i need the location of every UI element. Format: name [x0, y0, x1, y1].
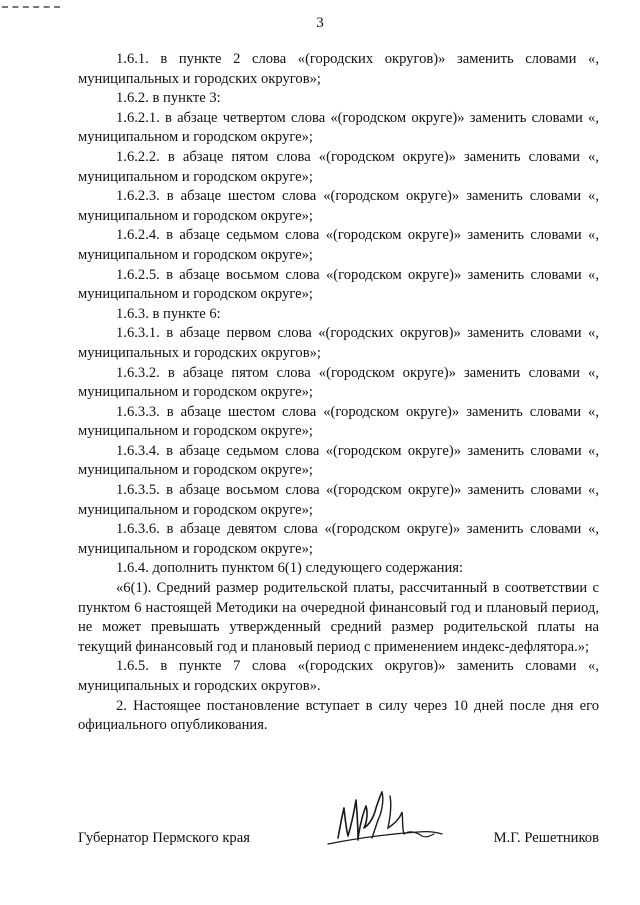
paragraph-1-6-3-4: 1.6.3.4. в абзаце седьмом слова «(городском округе)» заменить словами «, муниципальном и городском округе»;: [78, 442, 599, 479]
paragraph-1-6-2-5: 1.6.2.5. в абзаце восьмом слова «(городском округе)» заменить словами «, муниципальном и городском округе»;: [78, 266, 599, 303]
paragraph-1-6-5: 1.6.5. в пункте 7 слова «(городских округов)» заменить словами «, муниципальных и городских округов».: [78, 658, 599, 694]
paragraph-1-6-3-1: 1.6.3.1. в абзаце первом слова «(городских округов)» заменить словами «, муниципальных и городских округов»;: [78, 325, 599, 361]
paragraph-1-6-4: 1.6.4. дополнить пунктом 6(1) следующего содержания:: [116, 560, 464, 577]
signatory-position: Губернатор Пермского края: [78, 830, 250, 846]
paragraph-1-6-2-1: 1.6.2.1. в абзаце четвертом слова «(городском округе)» заменить словами «, муниципальном и городском округе»;: [78, 109, 599, 146]
paragraph-6-1-quote: «6(1). Средний размер родительской платы, рассчитанный в соответствии с пунктом 6 настоящей Методики на очередной финансовый год и плановый период, не может превышать утвержденный средний размер родительской платы на текущий финансовый год и плановый период с применением индекс-дефлятора.»;: [78, 580, 599, 655]
signatory-name: М.Г. Решетников: [493, 830, 599, 846]
paragraph-1-6-2-3: 1.6.2.3. в абзаце шестом слова «(городском округе)» заменить словами «, муниципальном и городском округе»;: [78, 188, 599, 224]
paragraph-1-6-2-2: 1.6.2.2. в абзаце пятом слова «(городском округе)» заменить словами «, муниципальном и городском округе»;: [78, 148, 599, 185]
page-number: 3: [316, 15, 324, 31]
scan-corner-mark: [2, 6, 60, 10]
paragraph-1-6-3: 1.6.3. в пункте 6:: [116, 305, 221, 322]
paragraph-1-6-2: 1.6.2. в пункте 3:: [116, 90, 221, 107]
paragraph-1-6-3-5: 1.6.3.5. в абзаце восьмом слова «(городском округе)» заменить словами «, муниципальном и городском округе»;: [78, 482, 599, 518]
paragraph-1-6-2-4: 1.6.2.4. в абзаце седьмом слова «(городском округе)» заменить словами «, муниципальном и городском округе»;: [78, 227, 599, 263]
paragraph-1-6-3-2: 1.6.3.2. в абзаце пятом слова «(городском округе)» заменить словами «, муниципальном и городском округе»;: [78, 364, 599, 401]
document-body: [78, 50, 599, 736]
paragraph-1-6-3-6: 1.6.3.6. в абзаце девятом слова «(городском округе)» заменить словами «, муниципальном и городском округе»;: [78, 521, 599, 557]
paragraph-1-6-1: 1.6.1. в пункте 2 слова «(городских округов)» заменить словами «, муниципальных и городских округов»;: [78, 51, 599, 87]
handwritten-signature: [318, 772, 448, 862]
paragraph-1-6-3-3: 1.6.3.3. в абзаце шестом слова «(городском округе)» заменить словами «, муниципальном и городском округе»;: [78, 403, 599, 440]
paragraph-2-effective-date: 2. Настоящее постановление вступает в силу через 10 дней после дня его официального опубликования.: [78, 697, 599, 734]
